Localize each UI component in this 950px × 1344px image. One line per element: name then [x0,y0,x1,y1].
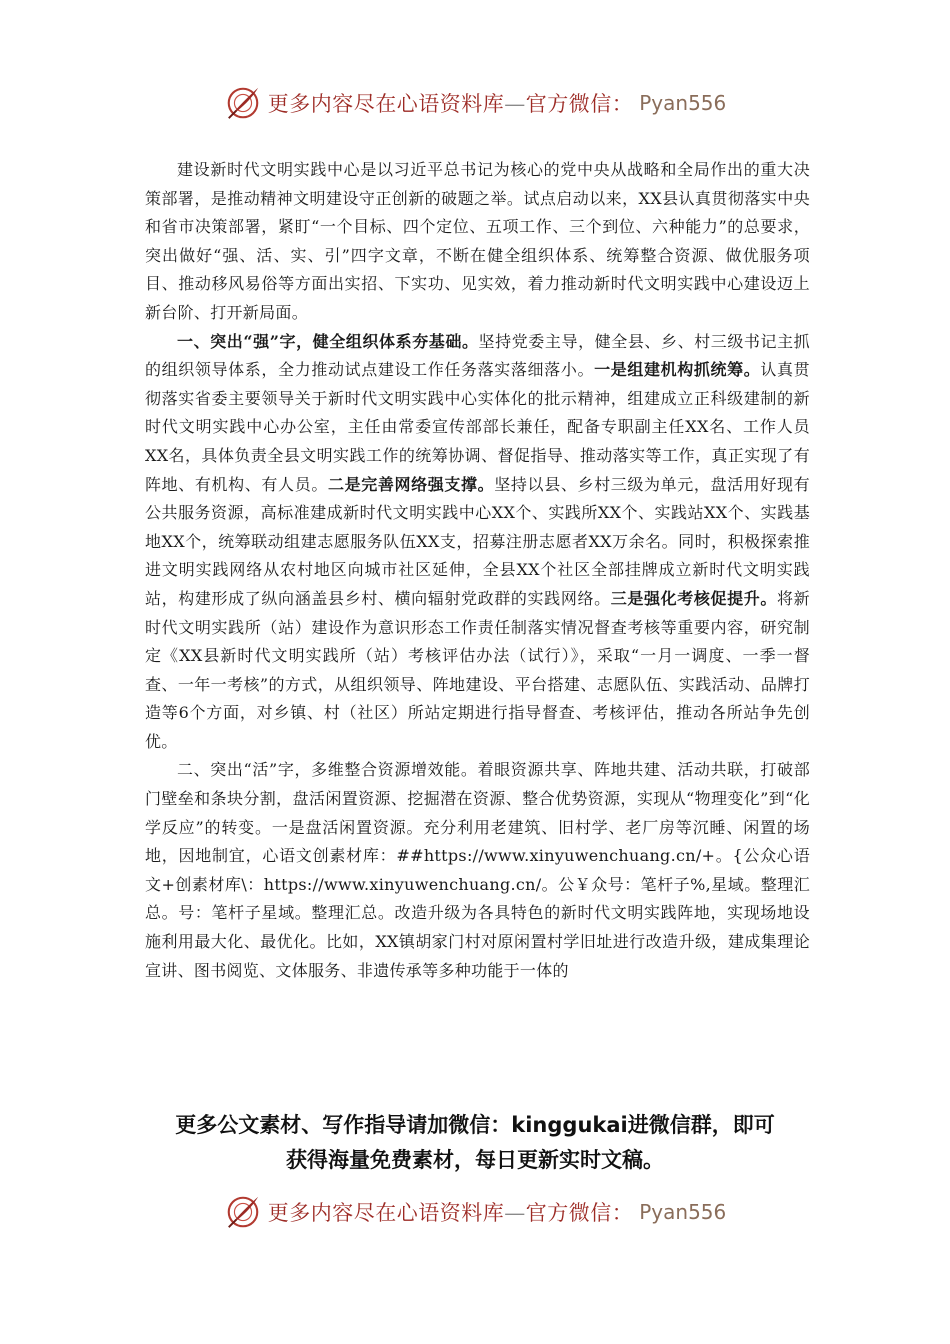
banner-text [268,88,634,118]
point-two-title: 二是完善网络强支撑。 [327,474,495,494]
section-one-paragraph [145,328,810,757]
banner-title: 更多内容尽在心语资料库 [267,1201,505,1225]
intro-paragraph: 建设新时代文明实践中心是以习近平总书记为核心的党中央从战略和全局作出的重大决策部署，是推动精神文明建设守正创新的破题之举。试点启动以来，XX县认真贯彻落实中央和省市决策部署，紧盯“一个目标、四个定位、五项工作、三个到位、六种能力”的总要求，突出做好“强、活、实、引”四字文章，不断在健全组织体系、统筹整合资源、做优服务项目、推动移风易俗等方面出实招、下实功、见实效，着力推动新时代文明实践中心建设迈上新台阶、打开新局面。 [145,160,810,322]
banner-text [268,1197,634,1227]
promo-notice [0,1108,950,1178]
section-one-lead: 坚持党委主导，健全县、乡、村三级书记主抓的组织领导体系，全力推动试点建设工作任务落实落细落小。 [145,331,810,380]
header-watermark-banner [0,83,950,123]
section-two-paragraph: 二、突出“活”字，多维整合资源增效能。着眼资源共享、阵地共建、活动共联，打破部门壁垒和条块分割，盘活闲置资源、挖掘潜在资源、整合优势资源，实现从“物理变化”到“化学反应”的转变。一是盘活闲置资源。充分利用老建筑、旧村学、老厂房等沉睡、闲置的场地，因地制宜，心语文创素材库：##https://www.xinyuwenchuang.cn/+。{公众心语文+创素材库\：https://www.xinyuwenchuang.cn/。公￥众号：笔杆子%,星域。整理汇总。号：笔杆子星域。整理汇总。改造升级为各具特色的新时代文明实践阵地，实现场地设施利用最大化、最优化。比如，XX镇胡家门村对原闲置村学旧址进行改造升级，建成集理论宣讲、图书阅览、文体服务、非遗传承等多种功能于一体的 [145,760,810,980]
feather-quill-circle-icon [224,84,262,122]
point-three-text: 将新时代文明实践所（站）建设作为意识形态工作责任制落实情况督查考核等重要内容，研究制定《XX县新时代文明实践所（站）考核评估办法（试行）》，采取“一月一调度、一季一督查、一年一考核”的方式，从组织领导、阵地建设、平台搭建、志愿队伍、实践活动、品牌打造等6个方面，对乡镇、村（社区）所站定期进行指导督查、考核评估，推动各所站争先创优。 [145,588,810,751]
banner-wechat-label: 官方微信： [525,1201,634,1225]
banner-wechat-label: 官方微信： [525,92,634,116]
banner-title: 更多内容尽在心语资料库 [267,92,505,116]
section-one-heading: 一、突出“强”字，健全组织体系夯基础。 [177,331,479,351]
banner-wechat-id: Pyan556 [639,91,727,115]
feather-quill-circle-icon [224,1193,262,1231]
point-one-title: 一是组建机构抓统筹。 [594,360,761,380]
banner-dash: — [504,1201,526,1225]
article-body [145,156,810,985]
banner-wechat-id: Pyan556 [639,1200,727,1224]
point-two-text: 坚持以县、乡村三级为单元，盘活用好现有公共服务资源，高标准建成新时代文明实践中心XX个、实践所XX个、实践站XX个、实践基地XX个，统筹联动组建志愿服务队伍XX支，招募注册志愿者XX万余名。同时，积极探索推进文明实践网络从农村地区向城市社区延伸，全县XX个社区全部挂牌成立新时代文明实践站，构建形成了纵向涵盖县乡村、横向辐射党政群的实践网络。 [145,474,810,608]
point-three-title: 三是强化考核促提升。 [610,588,778,608]
promo-line-2: 获得海量免费素材，每日更新实时文稿。 [286,1148,664,1172]
promo-line-1: 更多公文素材、写作指导请加微信：kinggukai进微信群，即可 [175,1113,775,1137]
banner-dash: — [504,92,526,116]
footer-watermark-banner [0,1192,950,1232]
point-one-text: 认真贯彻落实省委主要领导关于新时代文明实践中心实体化的批示精神，组建成立正科级建制的新时代文明实践中心办公室，主任由常委宣传部部长兼任，配备专职副主任XX名、工作人员XX名，具体负责全县文明实践工作的统筹协调、督促指导、推动落实等工作，真正实现了有阵地、有机构、有人员。 [145,360,810,494]
